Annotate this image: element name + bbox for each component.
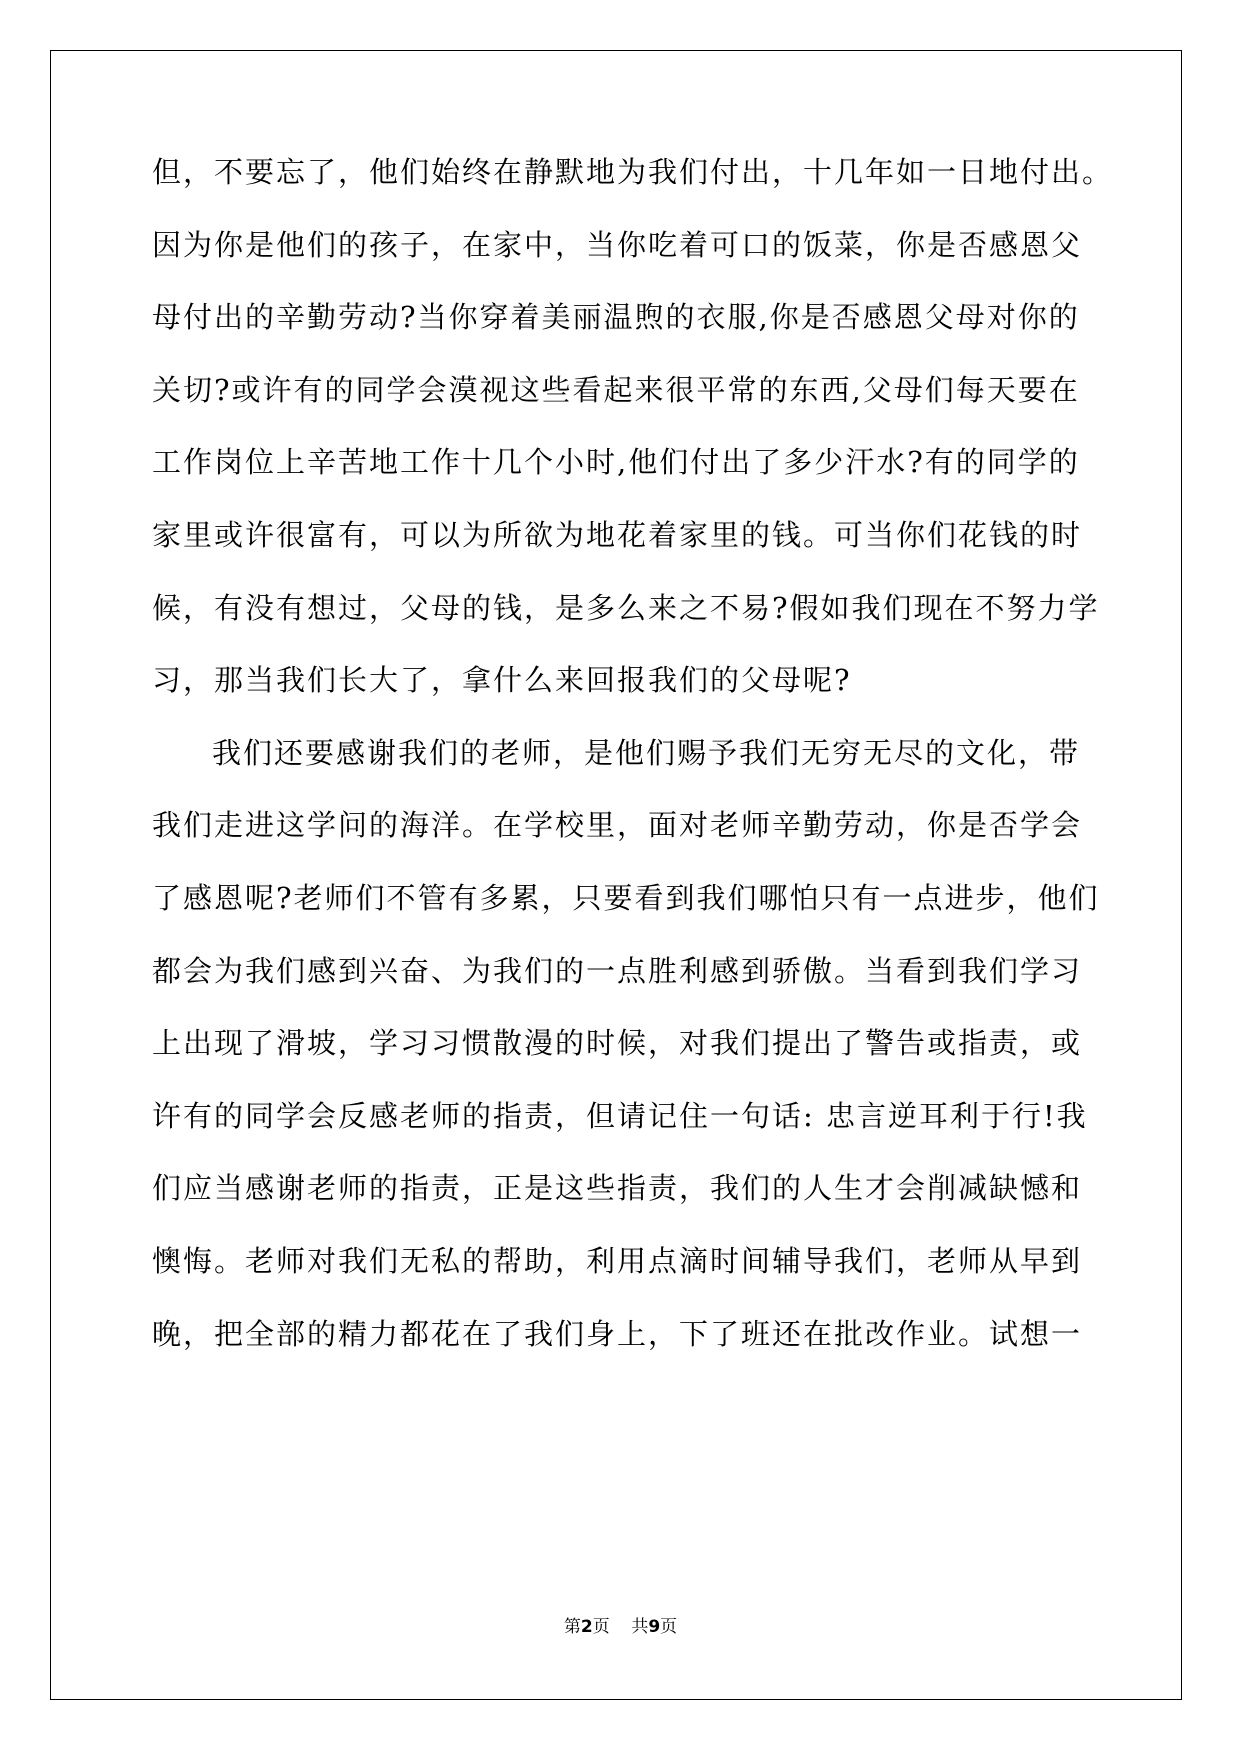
text-line: 工作岗位上辛苦地工作十几个小时,他们付出了多少汗水?有的同学的 [152, 445, 1080, 479]
text-line: 家里或许很富有，可以为所欲为地花着家里的钱。可当你们花钱的时 [152, 518, 1083, 552]
text-line: 了感恩呢?老师们不管有多累，只要看到我们哪怕只有一点进步，他们 [152, 881, 1100, 915]
text-line: 许有的同学会反感老师的指责，但请记住一句话: 忠言逆耳利于行!我 [152, 1099, 1088, 1133]
text-line: 上出现了滑坡，学习习惯散漫的时候，对我们提出了警告或指责，或 [152, 1026, 1083, 1060]
text-line: 因为你是他们的孩子，在家中，当你吃着可口的饭菜，你是否感恩父 [152, 228, 1083, 262]
text-line: 习，那当我们长大了，拿什么来回报我们的父母呢? [152, 663, 852, 697]
text-line: 候，有没有想过，父母的钱，是多么来之不易?假如我们现在不努力学 [152, 591, 1100, 625]
text-line: 们应当感谢老师的指责，正是这些指责，我们的人生才会削减缺憾和 [152, 1171, 1083, 1205]
page-footer [0, 1615, 1241, 1639]
text-line: 我们走进这学问的海洋。在学校里，面对老师辛勤劳动，你是否学会 [152, 808, 1083, 842]
text-line: 母付出的辛勤劳动?当你穿着美丽温煦的衣服,你是否感恩父母对你的 [152, 300, 1080, 334]
text-line: 关切?或许有的同学会漠视这些看起来很平常的东西,父母们每天要在 [152, 373, 1080, 407]
page-total: 共9页 [631, 1617, 678, 1637]
text-line: 晚，把全部的精力都花在了我们身上，下了班还在批改作业。试想一 [152, 1317, 1083, 1351]
text-line: 但，不要忘了，他们始终在静默地为我们付出，十几年如一日地付出。 [152, 155, 1114, 189]
text-line: 懊悔。老师对我们无私的帮助，利用点滴时间辅导我们，老师从早到 [152, 1244, 1083, 1278]
page-number: 第2页 [563, 1617, 610, 1637]
text-line: 都会为我们感到兴奋、为我们的一点胜利感到骄傲。当看到我们学习 [152, 954, 1083, 988]
paragraph-first-line: 我们还要感谢我们的老师，是他们赐予我们无穷无尽的文化，带 [212, 736, 1081, 770]
